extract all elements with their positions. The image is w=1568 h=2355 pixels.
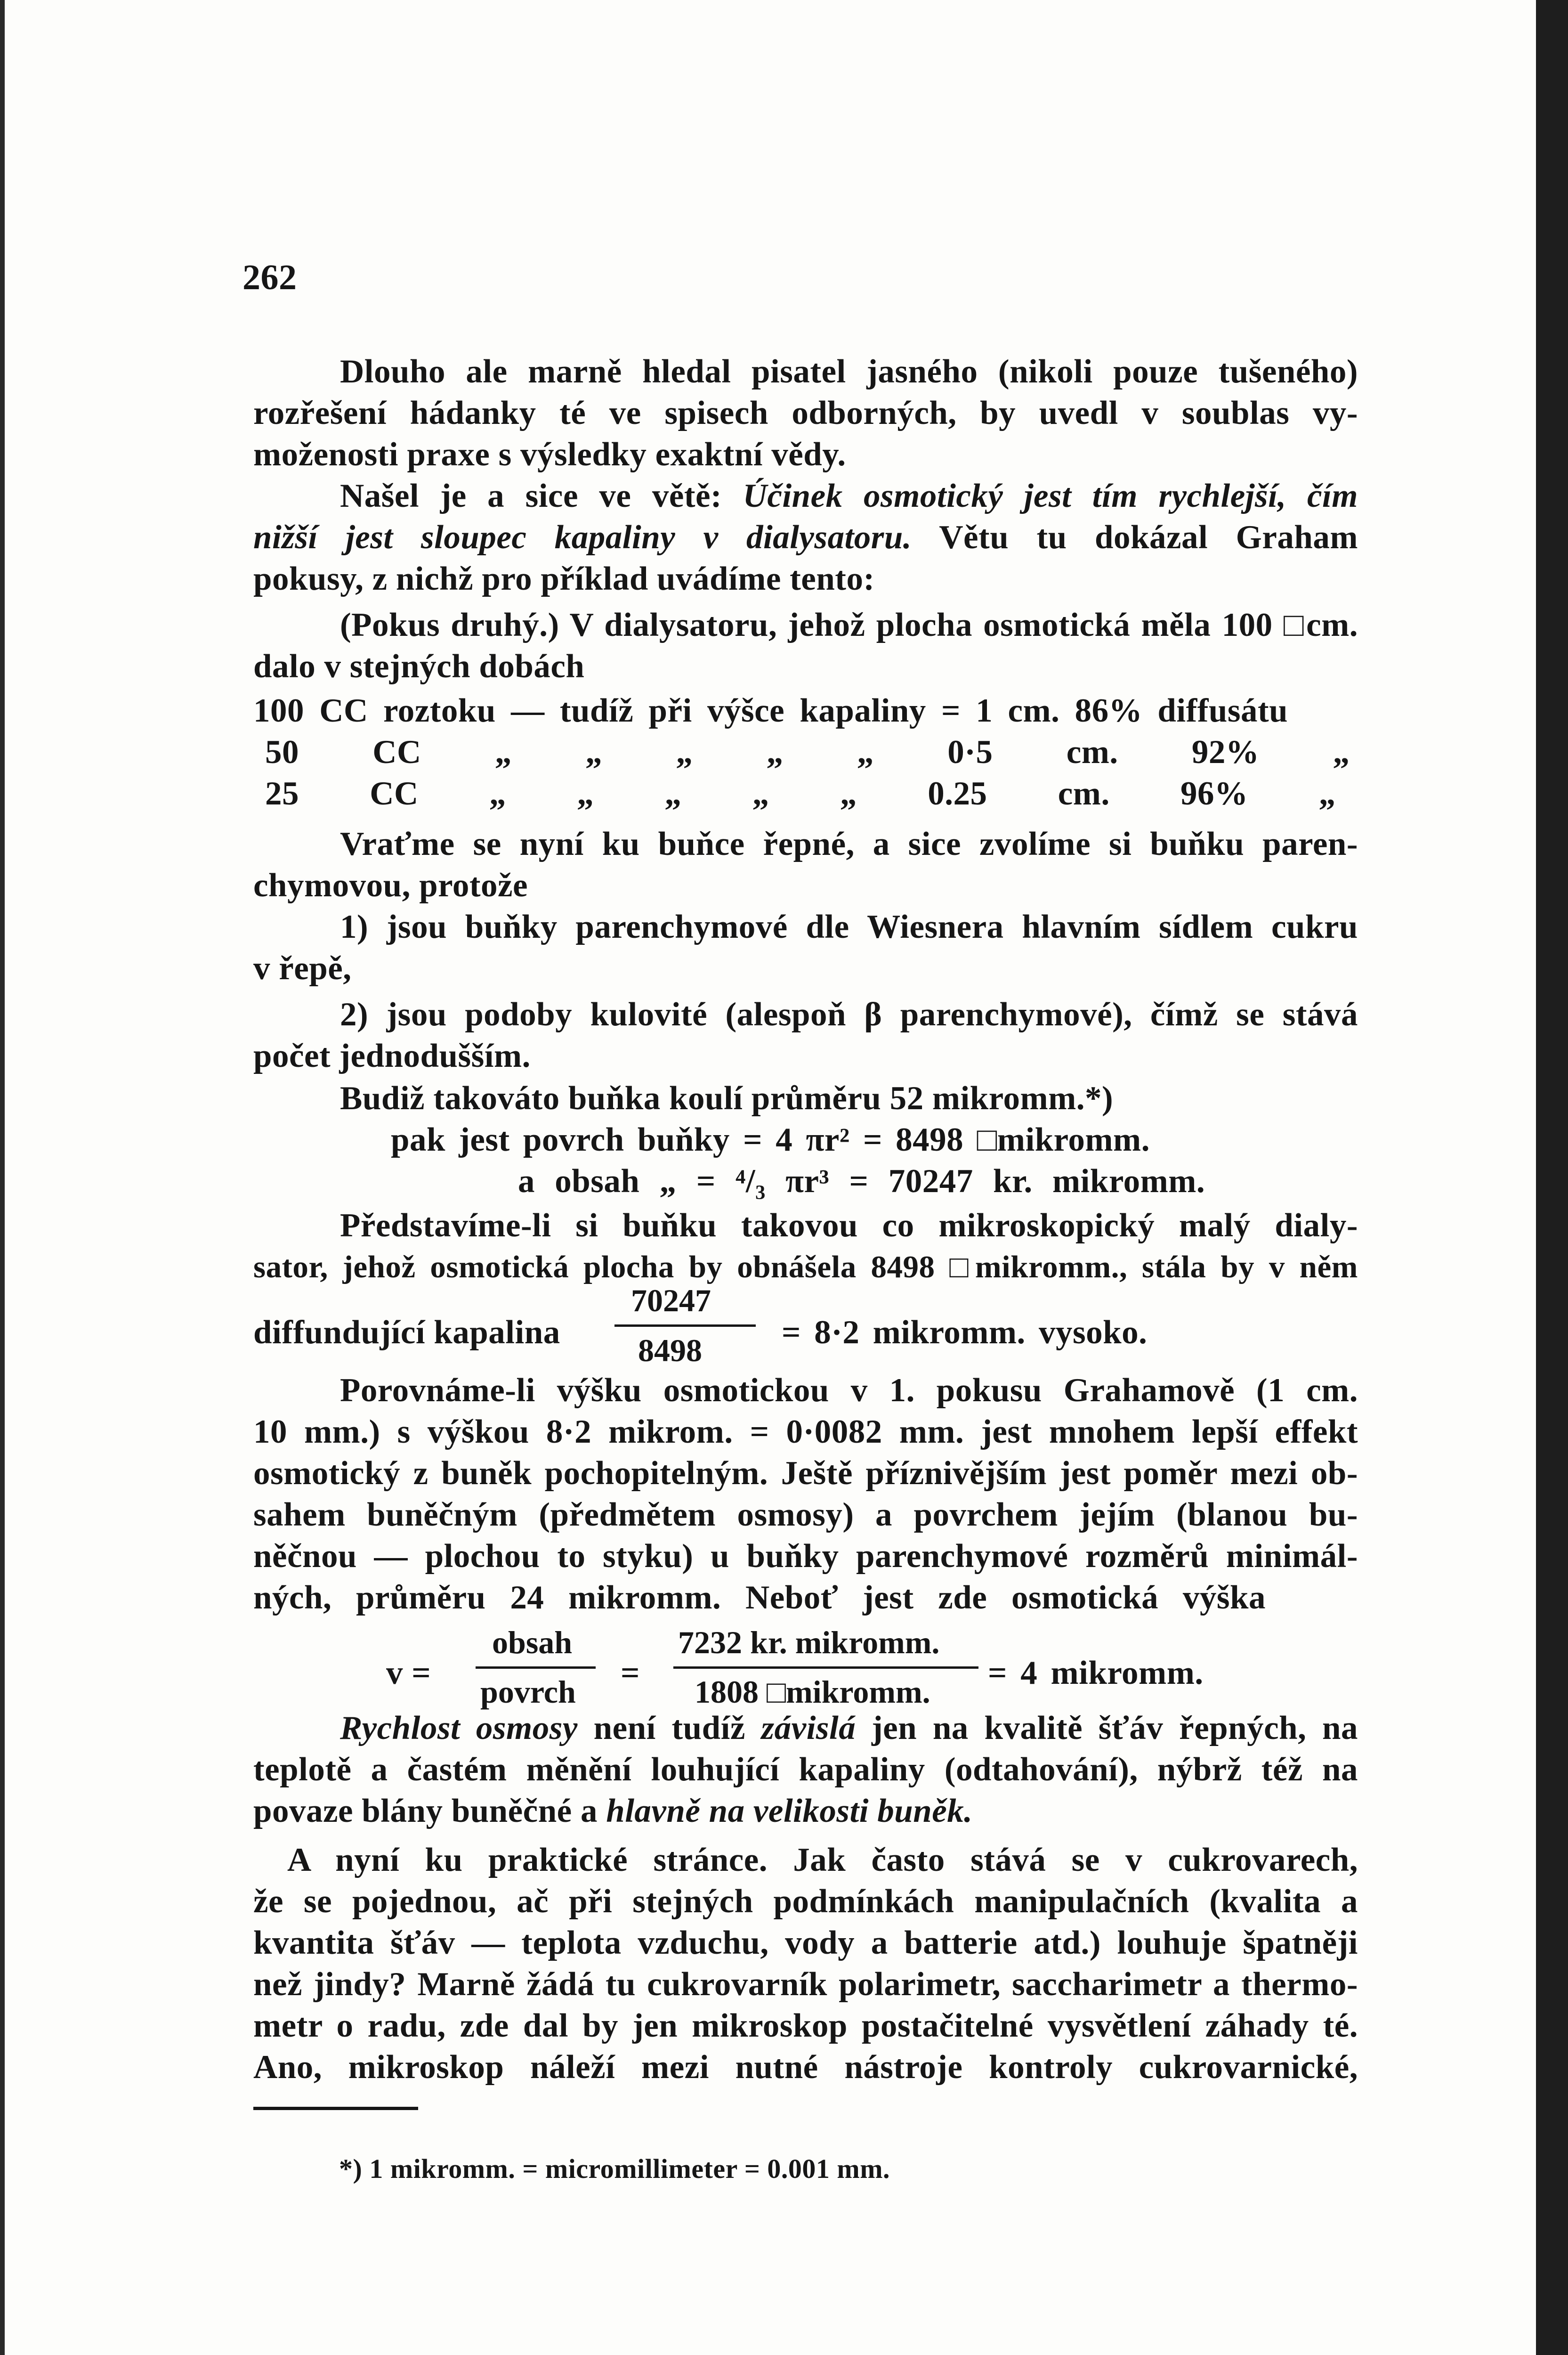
text-line: Vraťme se nyní ku buňce řepné, a sice zvolíme si buňku paren- [340,826,1358,862]
italic-segment: Účinek osmotický jest tím rychlejší, čím [743,478,1358,514]
italic-segment: hlavně na velikosti buněk. [606,1793,973,1829]
text-line: Budiž takováto buňka koulí průměru 52 mikromm.*) [340,1080,1114,1117]
text-line: sahem buněčným (předmětem osmosy) a povrchem jejím (blanou bu- [253,1496,1358,1533]
text-segment: povaze blány buněčné a [253,1793,598,1829]
fraction-bar [673,1666,978,1669]
footnote-rule [253,2107,418,2110]
fraction-right-text: = 4 mikromm. [988,1655,1204,1691]
text-segment: jen na kvalitě šťáv řepných, na [871,1710,1358,1746]
text-line: metr o radu, zde dal by jen mikroskop postačitelné vysvětlení záhady té. [253,2007,1358,2044]
text-line: A nyní ku praktické stránce. Jak často stává se v cukrovarech, [287,1842,1358,1878]
fraction-bar [476,1666,596,1669]
text-segment: Dlouho ale marně hledal pisatel jasného (nikoli pouze tušeného) [340,353,1358,390]
text-line: Ano, mikroskop náleží mezi nutné nástroje kontroly cukrovarnické, [253,2049,1358,2086]
text-line [340,351,1358,392]
italic-segment: Rychlost osmosy [340,1710,578,1746]
fraction-numerator: 70247 [631,1283,711,1318]
text-line: chymovou, protože [253,867,528,904]
text-line: ných, průměru 24 mikromm. Neboť jest zde osmotická výška [253,1579,1266,1616]
table-row: 100 CC roztoku — tudíž při výšce kapaliny = 1 cm. 86% diffusátu [253,692,1288,729]
text-segment: Větu tu dokázal Graham [939,519,1358,556]
text-line: sator, jehož osmotická plocha by obnášela 8498 □mikromm., stála by v něm [253,1250,1358,1284]
text-line: (Pokus druhý.) V dialysatoru, jehož plocha osmotická měla 100 □cm. [340,607,1358,643]
text-line: pokusy, z nichž pro příklad uvádíme tento: [253,560,875,597]
fraction-left-text: diffundující kapalina [253,1314,560,1351]
fraction-denominator: povrch [480,1674,576,1710]
fraction-numerator: 7232 kr. mikromm. [678,1624,940,1660]
text-line [253,517,1358,558]
text-line: osmotický z buněk pochopitelným. Ještě příznivějším jest poměr mezi ob- [253,1455,1358,1492]
fraction-denominator: 1808 □mikromm. [695,1674,930,1710]
text-line: teplotě a častém měnění louhující kapaliny (odtahování), nýbrž též na [253,1751,1358,1788]
table-row: 50 CC „ „ „ „ „ 0·5 cm. 92% „ [265,734,1350,771]
text-line: moženosti praxe s výsledky exaktní vědy. [253,436,846,473]
text-line: počet jednodušším. [253,1038,531,1074]
text-segment: není tudíž [593,1710,745,1746]
text-line: že se pojednou, ač při stejných podmínkách manipulačních (kvalita a [253,1883,1358,1920]
page-number: 262 [242,258,297,297]
fraction-denominator: 8498 [638,1332,702,1368]
text-line: 1) jsou buňky parenchymové dle Wiesnera hlavním sídlem cukru [340,909,1358,945]
text-line: Porovnáme-li výšku osmotickou v 1. pokusu Grahamově (1 cm. [340,1372,1358,1409]
scan-edge [1536,0,1568,2355]
equation-line: a obsah „ = ⁴/₃ πr³ = 70247 kr. mikromm. [518,1163,1205,1200]
text-line: v řepě, [253,950,352,987]
formula-equals: = [621,1655,640,1691]
text-line: 2) jsou podoby kulovité (alespoň β parenchymové), čímž se stává [340,996,1358,1033]
fraction-right-text: = 8·2 mikromm. vysoko. [782,1314,1148,1351]
text-line [253,1790,972,1832]
text-line: kvantita šťáv — teplota vzduchu, vody a batterie atd.) louhuje špatněji [253,1925,1358,1961]
fraction-numerator: obsah [492,1624,573,1660]
text-line: rozřešení hádanky té ve spisech odborných, by uvedl v soublas vy- [253,395,1358,431]
text-line [340,1707,1358,1749]
equation-line: pak jest povrch buňky = 4 πr² = 8498 □mikromm. [391,1121,1150,1158]
text-line: Představíme-li si buňku takovou co mikroskopický malý dialy- [340,1207,1358,1244]
italic-segment: závislá [761,1710,856,1746]
text-line: než jindy? Marně žádá tu cukrovarník polarimetr, saccharimetr a thermo- [253,1966,1358,2003]
formula-variable: v = [386,1655,431,1691]
fraction-bar [614,1324,756,1327]
text-line: 10 mm.) s výškou 8·2 mikrom. = 0·0082 mm. jest mnohem lepší effekt [253,1413,1358,1450]
table-row: 25 CC „ „ „ „ „ 0.25 cm. 96% „ [265,775,1336,812]
footnote: *) 1 mikromm. = micromillimeter = 0.001 mm. [339,2153,890,2184]
text-line [340,475,1358,517]
text-line: dalo v stejných dobách [253,648,585,685]
text-line: něčnou — plochou to styku) u buňky parenchymové rozměrů minimál- [253,1538,1358,1575]
italic-segment: nižší jest sloupec kapaliny v dialysatoru. [253,519,912,556]
text-segment: Našel je a sice ve větě: [340,478,722,514]
